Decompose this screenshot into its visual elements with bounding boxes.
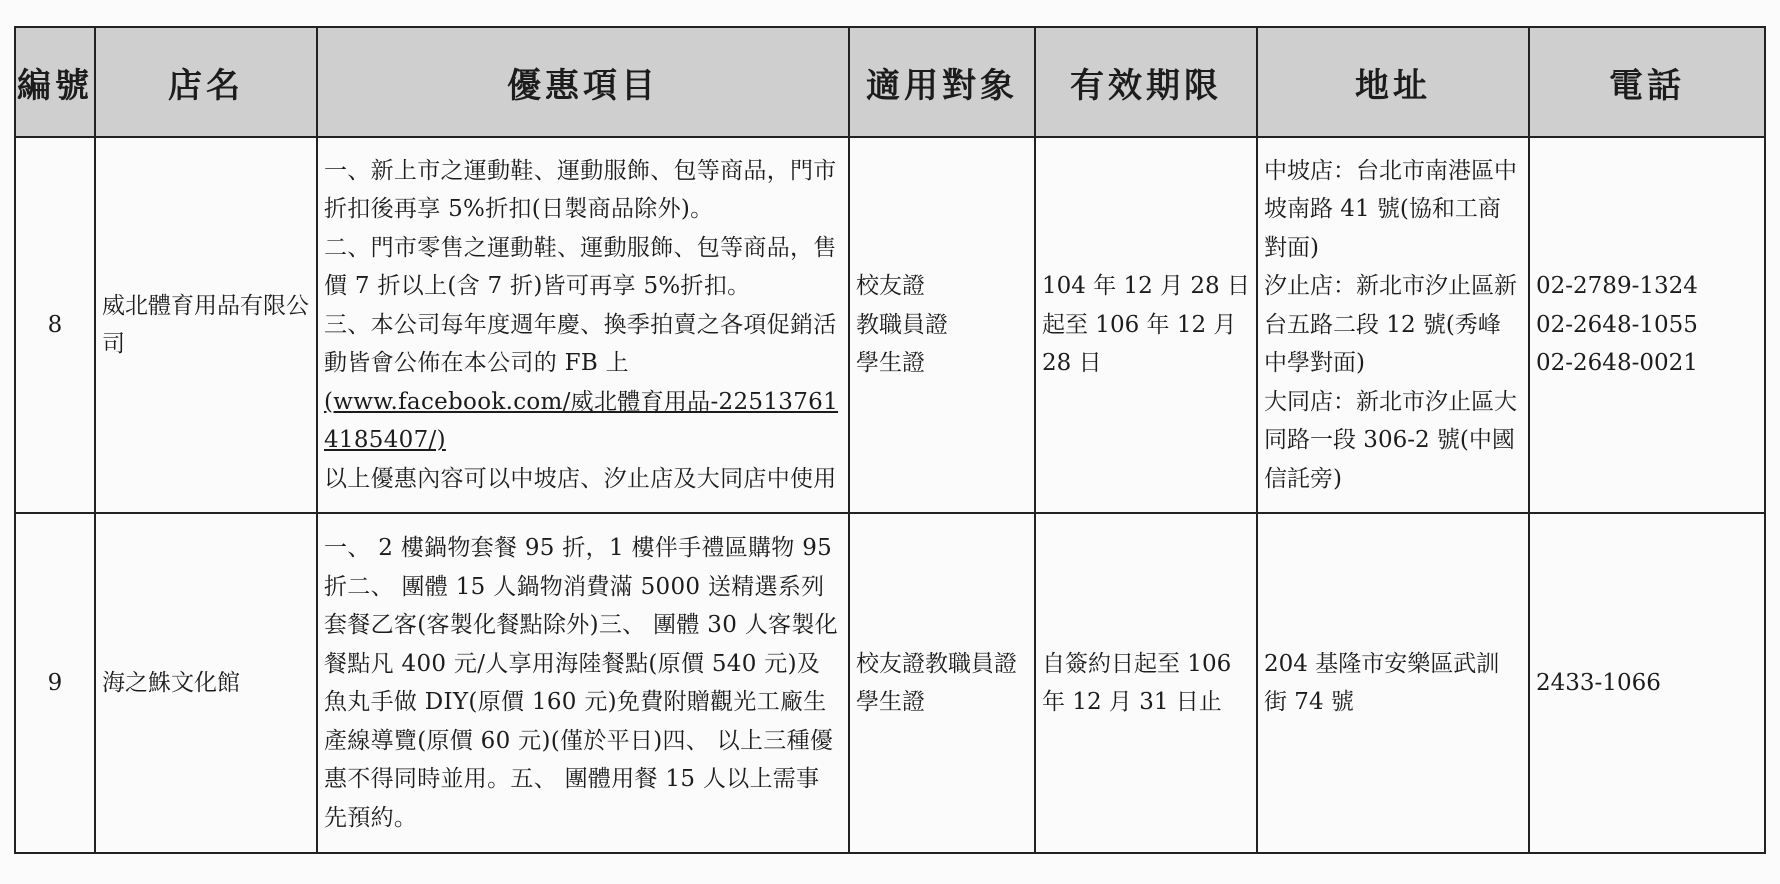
discount-cell <box>317 513 849 853</box>
header-phone: 電話 <box>1529 27 1765 137</box>
discount-table <box>14 26 1766 854</box>
discount-line: 以上優惠內容可以中坡店、汐止店及大同店中使用 <box>324 465 837 492</box>
table-row <box>15 137 1765 513</box>
header-store-name: 店名 <box>95 27 317 137</box>
discount-line: 二、門市零售之運動鞋、運動服飾、包等商品，售價 7 折以上(含 7 折)皆可再享 5%折扣。 <box>324 234 837 300</box>
header-row <box>15 27 1765 137</box>
phone-number: 02-2648-0021 <box>1536 350 1698 377</box>
table-row <box>15 513 1765 853</box>
phone-number: 02-2648-1055 <box>1536 311 1698 338</box>
target-line: 校友證教職員證學生證 <box>856 650 1017 715</box>
store-name: 海之鮢文化館 <box>95 513 317 853</box>
phone-number: 02-2789-1324 <box>1536 273 1698 300</box>
header-target: 適用對象 <box>849 27 1035 137</box>
target-line: 學生證 <box>856 350 925 377</box>
period-cell: 自簽約日起至 106 年 12 月 31 日止 <box>1035 513 1257 853</box>
header-number: 編號 <box>15 27 95 137</box>
period-cell: 104 年 12 月 28 日起至 106 年 12 月 28 日 <box>1035 137 1257 513</box>
discount-line: 三、本公司每年度週年慶、換季拍賣之各項促銷活動皆會公佈在本公司的 FB 上 <box>324 311 837 377</box>
address-cell <box>1257 513 1529 853</box>
discount-cell <box>317 137 849 513</box>
phone-cell <box>1529 137 1765 513</box>
facebook-link[interactable]: (www.facebook.com/威北體育用品-225137614185407/) <box>324 388 839 454</box>
target-cell <box>849 513 1035 853</box>
target-cell <box>849 137 1035 513</box>
discount-line: 一、新上市之運動鞋、運動服飾、包等商品，門市折扣後再享 5%折扣(日製商品除外)。 <box>324 157 837 223</box>
phone-number: 2433-1066 <box>1536 669 1661 696</box>
address-line: 汐止店：新北市汐止區新台五路二段 12 號(秀峰中學對面) <box>1264 273 1517 377</box>
target-line: 教職員證 <box>856 311 948 338</box>
row-number: 8 <box>15 137 95 513</box>
address-line: 中坡店：台北市南港區中坡南路 41 號(協和工商對面) <box>1264 157 1517 261</box>
address-cell <box>1257 137 1529 513</box>
discount-table-sheet <box>14 26 1766 856</box>
discount-line: 一、 2 樓鍋物套餐 95 折，1 樓伴手禮區購物 95 折二、 團體 15 人鍋物消費滿 5000 送精選系列套餐乙客(客製化餐點除外)三、 團體 30 人客製化餐點凡 400 元/人享用海陸餐點(原價 540 元)及魚丸手做 DIY(原價 160 元)免費附贈觀光工廠生產線導覽(原價 60 元)(僅於平日)四、 以上三種優惠不得同時並用。五、 團體用餐 15 人以上需事先預約。 <box>324 535 838 831</box>
header-address: 地址 <box>1257 27 1529 137</box>
address-line: 204 基隆市安樂區武訓街 74 號 <box>1264 650 1500 715</box>
phone-cell <box>1529 513 1765 853</box>
store-name: 威北體育用品有限公司 <box>95 137 317 513</box>
header-discount: 優惠項目 <box>317 27 849 137</box>
header-period: 有效期限 <box>1035 27 1257 137</box>
row-number: 9 <box>15 513 95 853</box>
target-line: 校友證 <box>856 273 925 300</box>
address-line: 大同店：新北市汐止區大同路一段 306-2 號(中國信託旁) <box>1264 388 1517 492</box>
